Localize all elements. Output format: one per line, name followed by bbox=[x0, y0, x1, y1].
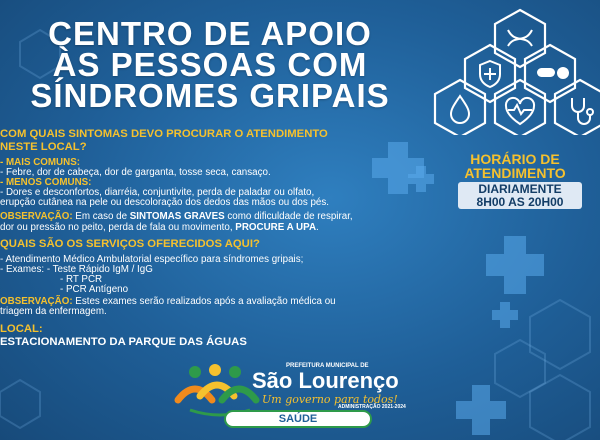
observation-text-b: como dificuldade de respirar, bbox=[224, 211, 353, 222]
symptoms-question-line-1: COM QUAIS SINTOMAS DEVO PROCURAR O ATENDIMENTO bbox=[0, 128, 328, 140]
symptoms-question-line-2: NESTE LOCAL? bbox=[0, 141, 87, 153]
services-exam-2: - RT PCR bbox=[60, 274, 103, 285]
services-item-1: - Atendimento Médico Ambulatorial específico para síndromes gripais; bbox=[0, 254, 304, 265]
hours-line-1: DIARIAMENTE bbox=[478, 182, 562, 196]
heartbeat-icon bbox=[506, 98, 534, 124]
administration-label: ADMINISTRAÇÃO 2021-2024 bbox=[338, 404, 406, 410]
medical-shield-icon bbox=[480, 61, 500, 87]
logo-slogan: Um governo para todos! bbox=[262, 393, 398, 406]
title-line-1: CENTRO DE APOIO bbox=[48, 15, 372, 52]
observation-line2-text: dor ou pressão no peito, perda de fala ou movimento, bbox=[0, 222, 236, 233]
location-value: ESTACIONAMENTO DA PARQUE DAS ÁGUAS bbox=[0, 336, 247, 348]
prefeitura-label: PREFEITURA MUNICIPAL DE bbox=[286, 363, 369, 369]
observation-exams-line-2: triagem da enfermagem. bbox=[0, 306, 107, 317]
observation-severe-line-2 bbox=[0, 222, 440, 233]
services-question: QUAIS SÃO OS SERVIÇOS OFERECIDOS AQUI? bbox=[0, 238, 260, 250]
services-exam-3: - PCR Antígeno bbox=[60, 284, 129, 295]
dna-icon bbox=[508, 30, 532, 46]
saude-badge: SAÚDE bbox=[224, 410, 372, 428]
location-label: LOCAL: bbox=[0, 323, 43, 335]
common-symptoms-text: - Febre, dor de cabeça, dor de garganta, tosse seca, cansaço. bbox=[0, 167, 271, 178]
observation-severe bbox=[0, 211, 440, 222]
observation-line2-emphasis: PROCURE A UPA bbox=[235, 222, 317, 233]
observation-line2-end: . bbox=[316, 222, 319, 233]
observation-text-a: Em caso de bbox=[72, 211, 130, 222]
title-line-3: SÍNDROMES GRIPAIS bbox=[30, 77, 390, 114]
pill-capsule-icon bbox=[537, 67, 569, 79]
hours-heading-line-1: HORÁRIO DE bbox=[470, 151, 560, 167]
less-common-symptoms-line-2: erupção cutânea na pele ou descoloração dos dedos das mãos ou dos pés. bbox=[0, 197, 329, 208]
drop-icon bbox=[451, 96, 469, 123]
title-line-2: ÀS PESSOAS COM bbox=[52, 46, 368, 83]
health-icons-cluster bbox=[420, 0, 600, 135]
observation-emphasis: SINTOMAS GRAVES bbox=[129, 211, 225, 222]
less-common-symptoms-line-1: - Dores e desconfortos, diarréia, conjuntivite, perda de paladar ou olfato, bbox=[0, 187, 315, 198]
hours-line-2: 8H00 AS 20H00 bbox=[476, 195, 564, 209]
stethoscope-icon bbox=[572, 98, 593, 124]
less-common-symptoms-label: - MENOS COMUNS: bbox=[0, 177, 92, 188]
observation-label: OBSERVAÇÃO: bbox=[0, 211, 73, 222]
common-symptoms-label: - MAIS COMUNS: bbox=[0, 157, 81, 168]
hours-heading-line-2: ATENDIMENTO bbox=[464, 165, 566, 181]
observation-exams-label: OBSERVAÇÃO: bbox=[0, 296, 73, 307]
services-exams-label: - Exames: - Teste Rápido IgM / IgG bbox=[0, 264, 153, 275]
observation-exams-text: Estes exames serão realizados após a avaliação médica ou bbox=[72, 296, 336, 307]
city-name: São Lourenço bbox=[252, 368, 399, 393]
